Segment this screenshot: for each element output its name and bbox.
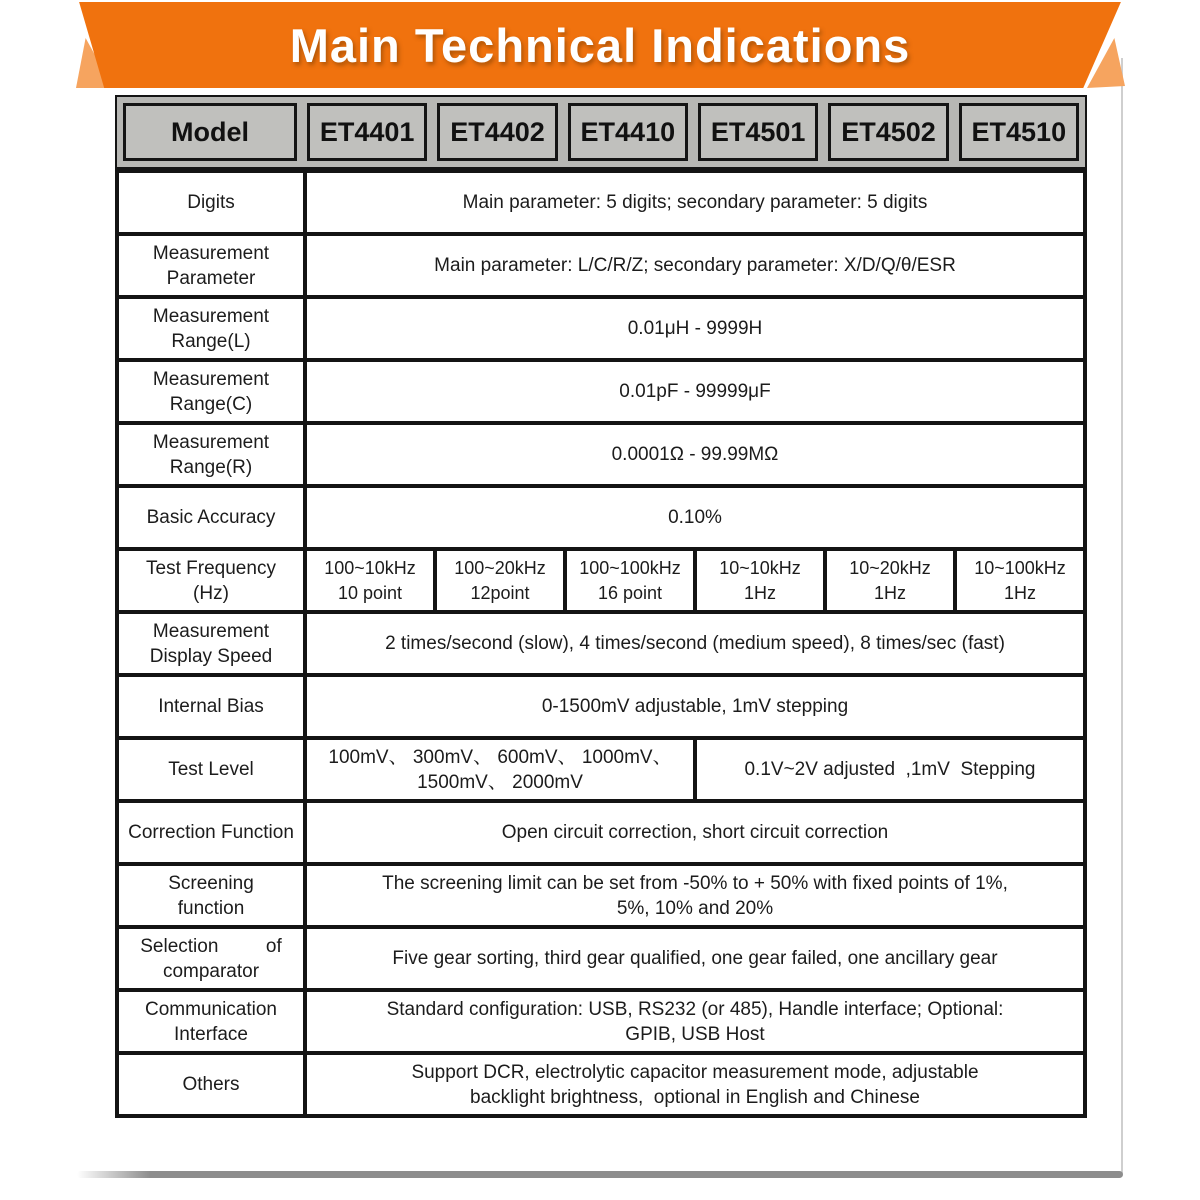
scan-bottom-shadow [77, 1171, 1123, 1178]
test-frequency-cell-et4401: 100~10kHz 10 point [305, 549, 435, 612]
model-header-et4501: ET4501 [698, 103, 818, 161]
digits-value: Main parameter: 5 digits; secondary parameter: 5 digits [305, 171, 1085, 234]
model-header-label: Model [123, 103, 297, 161]
range-c-label: Measurement Range(C) [117, 360, 305, 423]
test-frequency-cell-et4410: 100~100kHz 16 point [565, 549, 695, 612]
display-speed-value: 2 times/second (slow), 4 times/second (medium speed), 8 times/sec (fast) [305, 612, 1085, 675]
page-title: Main Technical Indications [289, 18, 911, 72]
test-frequency-label: Test Frequency (Hz) [117, 549, 305, 612]
test-level-value-45xx: 0.1V~2V adjusted ,1mV Stepping [695, 738, 1085, 801]
range-c-value: 0.01pF - 99999μF [305, 360, 1085, 423]
comparator-selection-label: Selection of comparator [117, 927, 305, 990]
internal-bias-value: 0-1500mV adjustable, 1mV stepping [305, 675, 1085, 738]
basic-accuracy-value: 0.10% [305, 486, 1085, 549]
display-speed-label: Measurement Display Speed [117, 612, 305, 675]
comparator-selection-value: Five gear sorting, third gear qualified, one gear failed, one ancillary gear [305, 927, 1085, 990]
others-label: Others [117, 1053, 305, 1116]
digits-label: Digits [117, 171, 305, 234]
screening-function-label: Screening function [117, 864, 305, 927]
scan-right-edge [1121, 58, 1123, 1174]
communication-interface-value: Standard configuration: USB, RS232 (or 485), Handle interface; Optional: GPIB, USB Host [305, 990, 1085, 1053]
measurement-parameter-label: Measurement Parameter [117, 234, 305, 297]
model-header-et4402: ET4402 [437, 103, 557, 161]
basic-accuracy-label: Basic Accuracy [117, 486, 305, 549]
test-frequency-cell-et4402: 100~20kHz 12point [435, 549, 565, 612]
range-r-value: 0.0001Ω - 99.99MΩ [305, 423, 1085, 486]
title-ribbon [0, 2, 1200, 92]
communication-interface-label: Communication Interface [117, 990, 305, 1053]
range-l-value: 0.01μH - 9999H [305, 297, 1085, 360]
test-level-label: Test Level [117, 738, 305, 801]
test-level-value-44xx: 100mV、 300mV、 600mV、 1000mV、 1500mV、 2000mV [305, 738, 695, 801]
others-value: Support DCR, electrolytic capacitor measurement mode, adjustable backlight brightness, optional in English and Chinese [305, 1053, 1085, 1116]
test-frequency-cell-et4501: 10~10kHz 1Hz [695, 549, 825, 612]
correction-function-value: Open circuit correction, short circuit correction [305, 801, 1085, 864]
range-r-label: Measurement Range(R) [117, 423, 305, 486]
range-l-label: Measurement Range(L) [117, 297, 305, 360]
internal-bias-label: Internal Bias [117, 675, 305, 738]
test-frequency-cell-et4510: 10~100kHz 1Hz [955, 549, 1085, 612]
test-frequency-cell-et4502: 10~20kHz 1Hz [825, 549, 955, 612]
spec-grid [115, 169, 1087, 1118]
model-header-et4510: ET4510 [959, 103, 1079, 161]
model-header-et4502: ET4502 [828, 103, 948, 161]
screening-function-value: The screening limit can be set from -50% to + 50% with fixed points of 1%, 5%, 10% and 20% [305, 864, 1085, 927]
correction-function-label: Correction Function [117, 801, 305, 864]
model-header-et4401: ET4401 [307, 103, 427, 161]
spec-table [115, 95, 1087, 1118]
model-header-et4410: ET4410 [568, 103, 688, 161]
model-header-row [115, 95, 1087, 169]
measurement-parameter-value: Main parameter: L/C/R/Z; secondary parameter: X/D/Q/θ/ESR [305, 234, 1085, 297]
